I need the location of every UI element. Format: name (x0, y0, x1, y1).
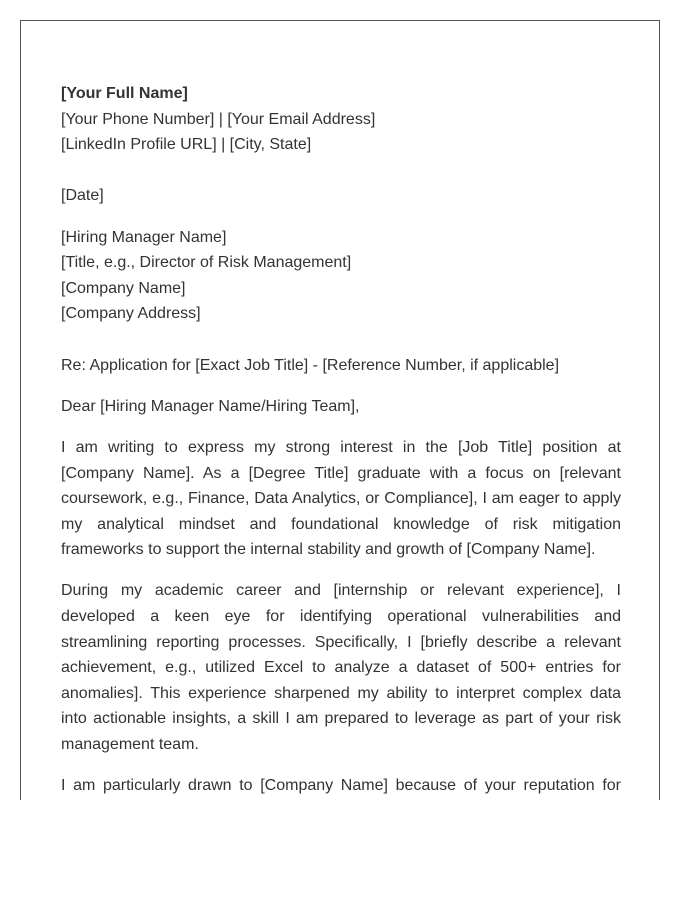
sender-full-name: [Your Full Name] (61, 85, 188, 102)
salutation: Dear [Hiring Manager Name/Hiring Team], (61, 397, 360, 415)
recipient-manager-name: [Hiring Manager Name] (61, 228, 227, 246)
recipient-title: [Title, e.g., Director of Risk Management] (61, 254, 352, 272)
body-paragraph-3: I am particularly drawn to [Company Name] because of your reputation for (61, 777, 621, 795)
body-paragraph-2: During my academic career and [internship or relevant experience], I developed a keen eye for identifying operational vulnerabilities and streamlining reporting processes. Specifically, I [briefly describe a relevant achievement, e.g., utilized Excel to analyze a dataset of 500+ entries for anomalies]. This experience sharpened my ability to interpret complex data into actionable insights, a skill I am prepared to leverage as part of your risk management team. (61, 582, 621, 754)
sender-contact-line-1: [Your Phone Number] | [Your Email Address] (61, 110, 376, 128)
letter-page (20, 20, 660, 800)
recipient-company-address: [Company Address] (61, 305, 201, 323)
letter-date: [Date] (61, 187, 104, 205)
recipient-block (61, 225, 621, 327)
sender-contact-line-2: [LinkedIn Profile URL] | [City, State] (61, 136, 312, 154)
recipient-company-name: [Company Name] (61, 279, 186, 297)
subject-line: Re: Application for [Exact Job Title] - [Reference Number, if applicable] (61, 356, 560, 374)
letter-content (61, 81, 621, 799)
body-paragraph-1: I am writing to express my strong interest in the [Job Title] position at [Company Name]. As a [Degree Title] graduate with a focus on [relevant coursework, e.g., Finance, Data Analytics, or Compliance], I am eager to apply my analytical mindset and foundational knowledge of risk mitigation frameworks to support the internal stability and growth of [Company Name]. (61, 438, 621, 559)
